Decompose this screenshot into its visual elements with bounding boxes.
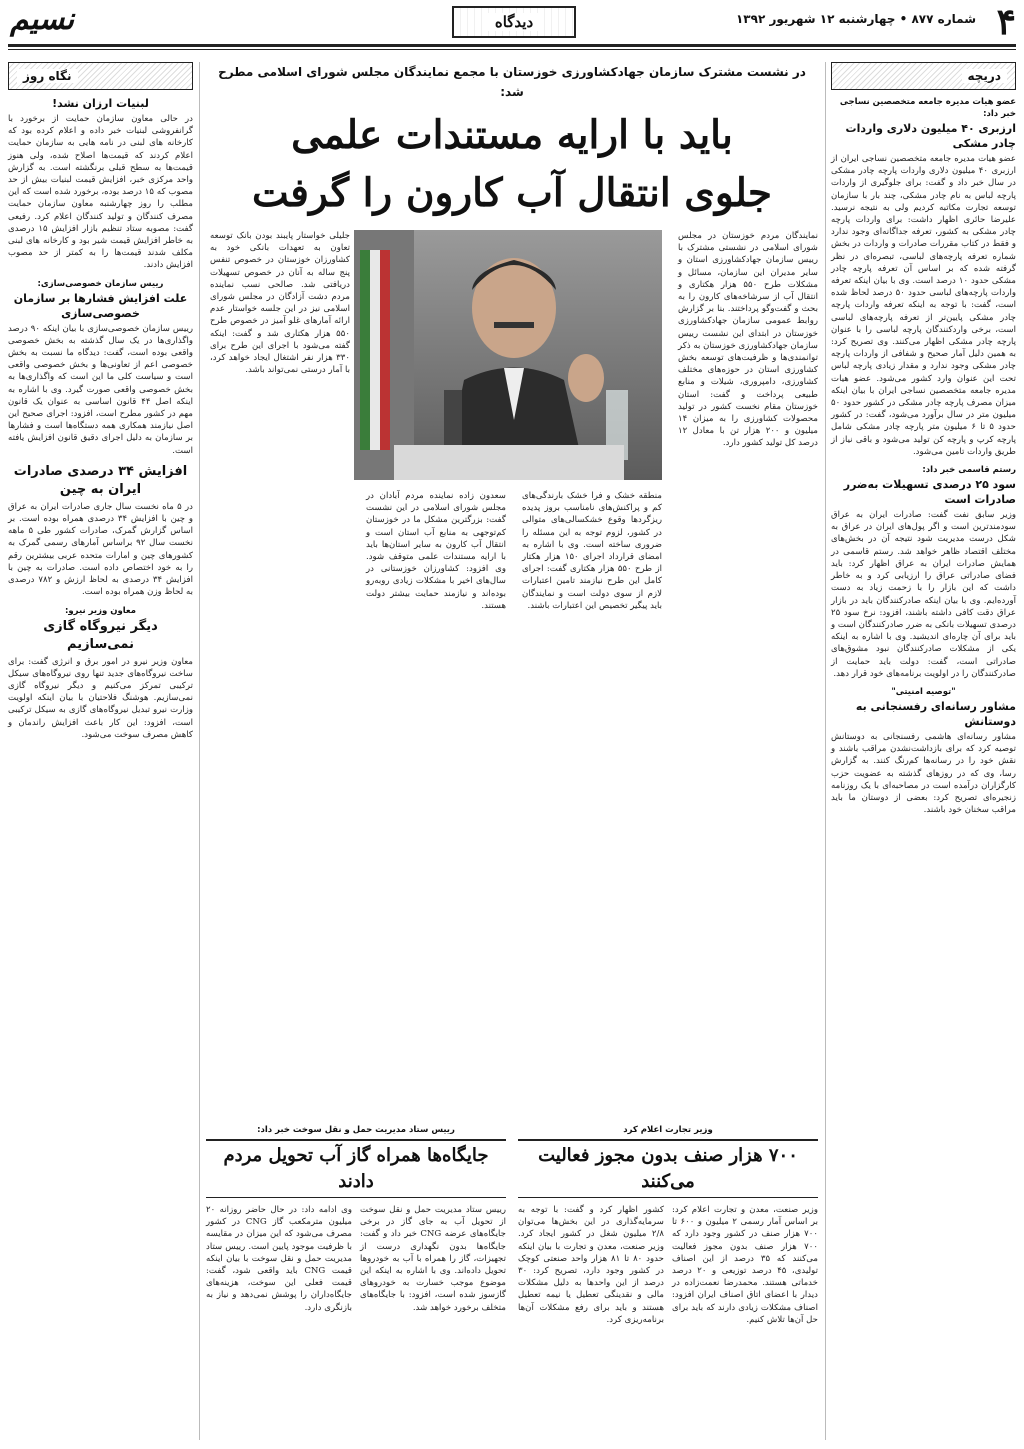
column-text: نمایندگان مردم خوزستان در مجلس شورای اسلامی در نشستی مشترک با رییس سازمان جهادکشاورزی استان و سایر مدیران این سازمان، مسائل و مشکلات طرح ۵۵۰ هزار هکتاری و انتقال آب از سرشاخه‌های کارون را به بحث و گفت‌وگو پرداختند. بنا بر گزارش روابط عمومی سازمان جهادکشاورزی خوزستان در ابتدای این نشست رییس سازمان جهادکشاورزی خوزستان به ذکر توانمندی‌ها و ظرفیت‌های توسعه بخش کشاورزی استان در حوزه‌های مختلف کشاورزی، دامپروری، شیلات و منابع طبیعی پرداخت و گفت: استان خوزستان مقام نخست کشور در تولید محصولات کشاورزی را به میزان ۱۴ میلیون و ۲۰۰ هزار تن با معادل ۱۲ درصد کل تولید کشور دارد. bbox=[678, 231, 819, 449]
column-text: وی ادامه داد: در حال حاضر روزانه ۲۰ میلیون مترمکعب گاز CNG در کشور مصرف می‌شود که این میزان در مقایسه با ظرفیت موجود پایین است. رییس ستاد مدیریت حمل و نقل سوخت با بیان اینکه قیمت CNG باید واقعی شود، گفت: قیمت فعلی این سوخت، هزینه‌های جایگاه‌داران را پوشش نمی‌دهد و نیاز به بازنگری دارد. bbox=[206, 1205, 352, 1313]
issue-info: شماره ۸۷۷ • چهارشنبه ۱۲ شهریور ۱۳۹۲ bbox=[735, 12, 976, 26]
story-title[interactable]: جایگاه‌ها همراه گاز آب تحویل مردم دادند bbox=[206, 1139, 506, 1198]
column-divider bbox=[199, 62, 200, 1440]
right-column bbox=[831, 62, 1016, 816]
story-kicker: رییس ستاد مدیریت حمل و نقل سوخت خبر داد: bbox=[257, 1125, 455, 1135]
article-kicker: عضو هیات مدیره جامعه متخصصین نساجی خبر داد: bbox=[839, 97, 1016, 119]
article-title[interactable]: افزایش ۳۴ درصدی صادرات ایران به چین bbox=[13, 463, 188, 497]
article-body: رییس سازمان خصوصی‌سازی با بیان اینکه ۹۰ درصد واگذاری‌ها در یک سال گذشته به بخش خصوصی واقعی بوده است، گفت: دیدگاه ما نسبت به بخش خصوصی اعم از تعاونی‌ها و بخش خصوصی واقعی است و سیاست کلی ما این است که واگذاری‌ها به بخش خصوصی واقعی صورت گیرد. وی با اشاره به اینکه اصل ۴۴ قانون اساسی به عنوان یک قانون مهم در کشور مطرح است، افزود: اجرای صحیح این اصل نیازمند همکاری همه دستگاه‌ها است و فشارها بر سازمان به دلیل اجرای دقیق قانون افزایش یافته است. bbox=[8, 323, 194, 456]
main-headline-line1: باید با ارایه مستندات علمی bbox=[291, 112, 733, 158]
column-text: کشور اظهار کرد و گفت: با توجه به سرمایه‌گذاری در این بخش‌ها می‌توان ۲/۸ میلیون شغل در کشور ایجاد کرد. وزیر صنعت، معدن و تجارت با بیان اینکه حدود ۸۰ تا ۸۱ هزار واحد صنعتی کوچک در کشور وجود دارد، تصریح کرد: ۳۰ درصد از این واحدها به دلیل مشکلات مالی و نقدینگی تعطیل یا نیمه تعطیل هستند و باید برای رفع مشکلات آن‌ها برنامه‌ریزی کرد. bbox=[518, 1205, 664, 1325]
left-column-title: نگاه روز bbox=[17, 69, 78, 83]
article-title[interactable]: دیگر نیروگاه گازی نمی‌سازیم bbox=[43, 618, 158, 652]
article bbox=[831, 464, 1016, 680]
column-text: جلیلی خواستار پایبند بودن بانک توسعه تعاون به تعهدات بانکی خود به کشاورزان خوزستان در خصوص تنفس پنج ساله به آنان در خصوص تسهیلات دریافتی شد. صالحی نسب نماینده مردم دشت آزادگان در مجلس شورای اسلامی نیز در این جلسه خواستار عدم ارائه آمارهای غلو آمیز در خصوص طرح ۵۵۰ هزار هکتاری شد و گفت: اینکه گفته می‌شود با اجرای این طرح برای ۳۳۰ هزار نفر اشتغال ایجاد خواهد کرد، با آمار درستی نمی‌تواند باشد. bbox=[210, 231, 350, 376]
main-story-column bbox=[522, 490, 662, 612]
main-headline-line2: جلوی انتقال آب کارون را گرفت bbox=[252, 170, 772, 216]
right-column-header bbox=[831, 62, 1016, 90]
article bbox=[8, 605, 193, 741]
newspaper-logo[interactable]: نسیم bbox=[10, 2, 75, 37]
article-title[interactable]: سود ۲۵ درصدی تسهیلات به‌ضرر صادرات است bbox=[843, 478, 1016, 507]
main-story-body bbox=[206, 222, 818, 1082]
main-story-column bbox=[210, 230, 350, 376]
left-column bbox=[8, 62, 193, 741]
section-label: دیدگاه bbox=[487, 13, 541, 31]
masthead bbox=[0, 0, 1024, 44]
article bbox=[8, 463, 193, 599]
article-body: وزیر سابق نفت گفت: صادرات ایران به عراق سودمندترین است و اگر پول‌های ایران در عراق به شکل درست مدیریت شود نتیجه آن در بخش‌های مختلف اقتصاد ظاهر خواهد شد. رستم قاسمی در همایش صادرات ایران به عراق اظهار کرد: باید فضای صادراتی عراق را ارزیابی کرد و به خاطر داشت که این بازار را با زحمت زیاد به دست آورده‌ایم. وی با بیان اینکه صادرکنندگان باید در بازار عراق دقت کافی داشته باشند، افزود: نرخ سود ۲۵ درصدی تسهیلات بانکی به ضرر صادرکنندگان است و باید برای آن چاره‌ای اندیشید. وی با اشاره به اینکه یکی از مشکلات صادرکنندگان نبود مشوق‌های صادراتی است، گفت: دولت باید حمایت از صادرکنندگان را در اولویت برنامه‌های خود قرار دهد. bbox=[831, 510, 1016, 679]
story-title[interactable]: ۷۰۰ هزار صنف بدون مجوز فعالیت می‌کنند bbox=[518, 1139, 818, 1198]
main-headline[interactable] bbox=[206, 106, 818, 222]
column-text: رییس ستاد مدیریت حمل و نقل سوخت از تحویل آب به جای گاز در برخی جایگاه‌های عرضه CNG خبر داد و گفت: جایگاه‌ها بدون نگهداری درست از تجهیزات، گاز را همراه با آب به خودروها تحویل داده‌اند. وی با اشاره به اینکه این موضوع موجب خسارت به خودروهای گازسوز شده است، افزود: با جایگاه‌های متخلف برخورد خواهد شد. bbox=[360, 1205, 506, 1313]
article-kicker: رییس سازمان خصوصی‌سازی: bbox=[37, 278, 164, 289]
left-column-header bbox=[8, 62, 193, 90]
article-title[interactable]: علت افزایش فشارها بر سازمان خصوصی‌سازی bbox=[13, 291, 188, 320]
article bbox=[831, 686, 1016, 816]
article-title[interactable]: ارزبری ۴۰ میلیون دلاری واردات چادر مشکی bbox=[845, 122, 1016, 150]
article-kicker: "توصیه امنیتی" bbox=[891, 686, 956, 697]
main-story-supertitle: در نشست مشترک سازمان جهادکشاورزی خوزستان با مجمع نمایندگان مجلس شورای اسلامی مطرح شد: bbox=[218, 65, 806, 99]
bottom-stories bbox=[206, 1124, 818, 1442]
story-columns bbox=[206, 1204, 506, 1314]
story-kicker: وزیر تجارت اعلام کرد bbox=[623, 1125, 713, 1135]
page-number: ۴ bbox=[996, 1, 1016, 43]
article-kicker: معاون وزیر نیرو: bbox=[65, 605, 136, 616]
article-body: مشاور رسانه‌ای هاشمی رفسنجانی به دوستانش توصیه کرد که برای بازداشت‌نشدن مراقب باشند و نقش خود را در رسانه‌ها کم‌رنگ کنند. به گزارش رسا، وی که در روزهای گذشته به عضویت حزب کارگزاران درآمده است در مصاحبه‌ای با یک روزنامه زنجیره‌ای تصریح کرد: بعضی از دوستان ما باید مراقب سخنان خود باشند. bbox=[831, 731, 1016, 816]
masthead-rule bbox=[8, 44, 1016, 47]
article bbox=[8, 96, 193, 272]
main-story-photo[interactable] bbox=[354, 230, 662, 480]
article-body: در ۵ ماه نخست سال جاری صادرات ایران به عراق و چین با افزایش ۳۴ درصدی همراه بوده است. بر اساس گزارش گمرک، صادرات کشور طی ۵ ماهه نخست سال ۹۲ براساس آمارهای رسمی گمرک به کشورهای چین و امارات متحده عربی بیشترین رقم را به خود اختصاص داده است. صادرات به چین با افزایش ۳۴ درصدی به لحاظ ارزش و ۷۸۲ درصدی به لحاظ وزن همراه بوده است. bbox=[8, 501, 194, 598]
main-story-column bbox=[366, 490, 506, 612]
column-text: منطقه خشک و فرا خشک بارندگی‌های کم و پراکنش‌های نامناسب بروز پدیده ریزگردها وقوع خشکسالی‌های متوالی در کشور، لزوم توجه به این مسئله را ضروری ساخته است. وی با اشاره به امضای قرارداد اجرای ۱۵۰ هزار هکتار از طرح ۵۵۰ هزار هکتاری گفت: اجرای کامل این طرح نیازمند تامین اعتبارات لازم از سوی دولت است و نمایندگان باید پیگیر تخصیص این اعتبارات باشند. bbox=[522, 491, 663, 611]
story-columns bbox=[518, 1204, 818, 1326]
column-text: وزیر صنعت، معدن و تجارت اعلام کرد: بر اساس آمار رسمی ۲ میلیون و ۶۰۰ تا ۷۰۰ هزار صنف در کشور وجود دارد که ۷۰۰ هزار صنف بدون مجوز فعالیت می‌کنند که ۳۵ درصد از این اصناف تولیدی، ۴۵ درصد توزیعی و ۲۰ درصد خدماتی هستند. محمدرضا نعمت‌زاده در دیدار با اعضای اتاق اصناف ایران افزود: اصناف مشکلات زیادی دارند که باید برای حل آن‌ها تلاش کنیم. bbox=[672, 1205, 818, 1325]
section-badge bbox=[452, 6, 576, 38]
article-kicker: رستم قاسمی خبر داد: bbox=[922, 465, 1016, 476]
masthead-rule-thin bbox=[8, 49, 1016, 50]
right-column-title: دریچه bbox=[962, 69, 1008, 83]
speaker-photo-illustration bbox=[354, 230, 662, 480]
article bbox=[831, 96, 1016, 458]
article-body: در حالی معاون سازمان حمایت از برخورد با گرانفروشی لبنیات خبر داده و اعلام کرده بود که کارخانه های لبنی در نامه هایی به سازمان حمایت اعلام کردند که قیمت‌ها اصلاح شده، ولی هنوز قیمت‌ها به سطح قبلی برنگشته است. به گزارش واحد مرکزی خبر، افزایش قیمت لبنیات بیش از حد مصوب که ۱۵ درصد بوده، برخورد شده است که این مطلب را روز چهارشنبه معاون سازمان حمایت مصرف کنندگان و تولید کنندگان اعلام کرد. رفیعی گفت: مصوبه ستاد تنظیم بازار افزایش ۱۵ درصدی به خاطر افزایش قیمت شیر بود و کارخانه های لبنی مکلف شدند قیمت‌ها را به کمتر از حد مصوب افزایش دادند. bbox=[8, 114, 193, 271]
article-title[interactable]: مشاور رسانه‌ای رفسنجانی به دوستانش bbox=[855, 699, 1016, 728]
main-story bbox=[206, 62, 819, 611]
article bbox=[8, 278, 193, 457]
article-body: عضو هیات مدیره جامعه متخصصین نساجی ایران از ارزبری ۴۰ میلیون دلاری واردات پارچه چادر مشکی در سال خبر داد و گفت: برای جلوگیری از واردات پارچه لباس به نام چادر مشکی، چند بار با سازمان توسعه تجارت مکاتبه کردیم ولی به نتیجه نرسید. علیرضا حائری اظهار داشت: برای واردات پارچه چادر مشکی به کشور، تعرفه جداگانه‌ای وجود ندارد و فقط در کتاب مقررات صادرات و واردات در بخش شماره تعرفه پارچه‌های لباسی، تبصره‌ای در نظر گرفته شده که بر اساس آن تعرفه پارچه چادر مشکی حدود ۱۰ درصد است. وی با بیان اینکه تعرفه واردات پارچه‌های لباسی حدود ۵۰ درصد لحاظ شده است، گفت: با توجه به اینکه تعرفه واردات پارچه چادر مشکی پایین‌تر از تعرفه پارچه‌های لباسی است، برخی واردکنندگان پارچه لباسی را با عنوان پارچه چادر مشکی اظهار می‌کنند. وی تصریح کرد: به همین دلیل آمار صحیح و شفافی از واردات پارچه چادر مشکی وجود ندارد و مقدار زیادی پارچه لباس تحت این عنوان وارد کشور می‌شود. عضو هیات مدیره جامعه متخصصین نساجی ایران با بیان اینکه میزان مصرف پارچه چادر مشکی در کشور حدود ۵۰ میلیون متر در سال برآورد می‌شود، گفت: در کشور حدود ۵ تا ۶ میلیون متر پارچه چادر مشکی شامل پارچه کرپ و پارچه کن تولید می‌شود و باقی نیاز از طریق واردات تامین می‌شود. bbox=[831, 154, 1017, 457]
article-title[interactable]: لبنیات ارزان نشد! bbox=[52, 97, 149, 110]
main-story-column bbox=[678, 230, 818, 450]
column-text: سعدون زاده نماینده مردم آبادان در مجلس شورای اسلامی در این نشست گفت: بزرگترین مشکل ما در خوزستان کم‌توجهی به منابع آب استان است و انتقال آب کارون به سایر استان‌ها باید با ارایه مستندات علمی متوقف شود. وی افزود: کشاورزان خوزستانی در سال‌های اخیر با مشکلات زیادی روبه‌رو بوده‌اند و نیازمند حمایت بیشتر دولت هستند. bbox=[366, 491, 506, 611]
article-body: معاون وزیر نیرو در امور برق و انرژی گفت: برای ساخت نیروگاه‌های جدید تنها روی نیروگاه‌های سیکل ترکیبی تمرکز می‌کنیم و دیگر نیروگاه گازی نمی‌سازیم. هوشنگ فلاحتیان با بیان اینکه اولویت وزارت نیرو تبدیل نیروگاه‌های گازی به سیکل ترکیبی است، افزود: این کار باعث افزایش راندمان و کاهش مصرف سوخت می‌شود. bbox=[8, 656, 193, 740]
bottom-right-story bbox=[518, 1124, 818, 1326]
column-divider bbox=[825, 62, 826, 1440]
bottom-left-story bbox=[206, 1124, 506, 1314]
